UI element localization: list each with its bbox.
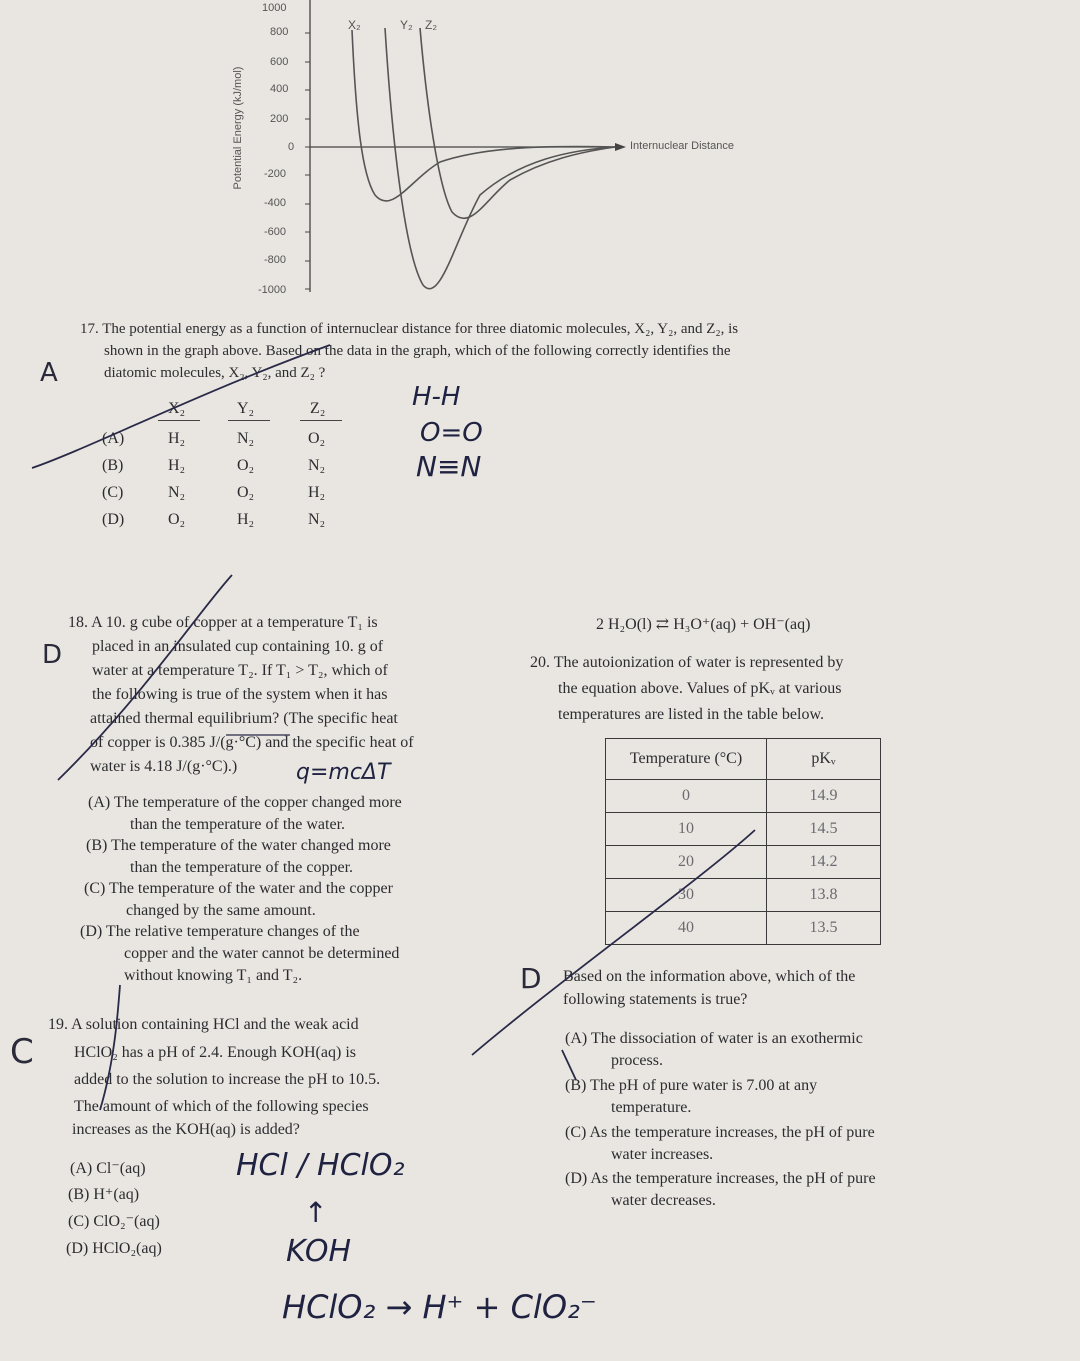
q18-line1: 18. A 10. g cube of copper at a temperature T₁ is bbox=[68, 614, 378, 631]
q17-choice-b[interactable]: (B) H₂ O₂ N₂ bbox=[102, 457, 326, 474]
q20-line2: the equation above. Values of pKᵥ at various bbox=[558, 680, 842, 697]
q17-line3: diatomic molecules, X₂, Y₂, and Z₂ ? bbox=[104, 365, 326, 381]
y-tick-800: 800 bbox=[270, 26, 289, 38]
q17-note-o-o: O=O bbox=[420, 418, 483, 448]
q19-note-acids: HCl / HClO₂ bbox=[236, 1148, 405, 1183]
q20-choice-c[interactable]: (C) As the temperature increases, the pH of pure water increases. bbox=[565, 1124, 875, 1163]
q17-choice-a[interactable]: (A) H₂ N₂ O₂ bbox=[102, 430, 326, 447]
q17-note-n-n: N≡N bbox=[416, 450, 482, 483]
q18-line4: the following is true of the system when it has bbox=[92, 686, 388, 703]
q19-note-koh: KOH bbox=[286, 1234, 352, 1269]
q17-choice-d[interactable]: (D) O₂ H₂ N₂ bbox=[102, 511, 326, 528]
table-cell-temp: 40 bbox=[606, 912, 767, 945]
table-header-pkw: pKᵥ bbox=[767, 739, 881, 780]
table-cell-pk: 14.9 bbox=[767, 780, 881, 813]
y-tick-0: 0 bbox=[288, 141, 295, 153]
y-tick-1000: 1000 bbox=[262, 2, 287, 14]
q17-header-y: Y₂ bbox=[237, 400, 255, 417]
y-tick-400: 400 bbox=[270, 83, 289, 95]
table-cell-temp: 10 bbox=[606, 813, 767, 846]
q19-note-arrow: ↑ bbox=[304, 1196, 328, 1229]
q19-choice-c[interactable]: (C) ClO₂⁻(aq) bbox=[68, 1213, 160, 1230]
table-cell-temp: 0 bbox=[606, 780, 767, 813]
q18-line6: of copper is 0.385 J/(g·°C) and the specific heat of bbox=[90, 734, 414, 751]
table-cell-pk: 14.5 bbox=[767, 813, 881, 846]
table-cell-temp: 30 bbox=[606, 879, 767, 912]
x-axis-label: Internuclear Distance bbox=[630, 140, 734, 152]
y-tick-neg400: -400 bbox=[264, 197, 287, 209]
q19-line3: added to the solution to increase the pH to 10.5. bbox=[74, 1071, 381, 1088]
q19-note-dissociation: HClO₂ → H⁺ + ClO₂⁻ bbox=[282, 1288, 597, 1326]
q17-choice-c[interactable]: (C) N₂ O₂ H₂ bbox=[102, 484, 326, 501]
q20-choice-a[interactable]: (A) The dissociation of water is an exothermic process. bbox=[565, 1030, 863, 1069]
q18-slash-mark bbox=[58, 575, 232, 780]
q17-header-x: X₂ bbox=[168, 400, 186, 417]
q20-b-check bbox=[562, 1050, 576, 1080]
y-tick-neg1000: -1000 bbox=[258, 284, 287, 296]
q17-note-h-h: H-H bbox=[412, 382, 461, 412]
q19-line1: 19. A solution containing HCl and the weak acid bbox=[48, 1016, 359, 1033]
q17-slash-mark bbox=[32, 345, 330, 468]
y-tick-neg600: -600 bbox=[264, 226, 287, 238]
q20-after-line1: Based on the information above, which of the bbox=[563, 968, 856, 985]
q18-line2: placed in an insulated cup containing 10. g of bbox=[92, 638, 384, 655]
q17-text1: The potential energy as a function of internuclear distance for three diatomic molecules, X₂, Y₂, and Z₂, is bbox=[102, 321, 739, 337]
q20-equation: 2 H₂O(l) ⇄ H₃O⁺(aq) + OH⁻(aq) bbox=[596, 616, 811, 633]
q19-line4: The amount of which of the following species bbox=[74, 1098, 369, 1115]
curve-label-z2: Z₂ bbox=[425, 18, 437, 32]
q19-line5: increases as the KOH(aq) is added? bbox=[72, 1121, 300, 1138]
table-header-temperature: Temperature (°C) bbox=[606, 739, 767, 780]
q18-choice-d[interactable]: (D) The relative temperature changes of the copper and the water cannot be determined without knowing T₁ and T₂. bbox=[80, 923, 400, 984]
q18-grade-mark: D bbox=[42, 640, 63, 670]
q20-line3: temperatures are listed in the table below. bbox=[558, 706, 824, 723]
q20-grade-mark: D bbox=[520, 962, 542, 995]
q17-number: 17. bbox=[80, 321, 99, 337]
q18-note-formula: q=mcΔT bbox=[296, 760, 391, 785]
q19-choice-a[interactable]: (A) Cl⁻(aq) bbox=[70, 1160, 146, 1177]
q18-line7: water is 4.18 J/(g·°C).) bbox=[90, 758, 238, 775]
y-tick-neg800: -800 bbox=[264, 254, 287, 266]
y-tick-200: 200 bbox=[270, 113, 289, 125]
q19-choice-d[interactable]: (D) HClO₂(aq) bbox=[66, 1240, 162, 1257]
q19-line2: HClO₂ has a pH of 2.4. Enough KOH(aq) is bbox=[74, 1044, 356, 1061]
q18-line3: water at a temperature T₂. If T₁ > T₂, which of bbox=[92, 662, 388, 679]
y-tick-600: 600 bbox=[270, 56, 289, 68]
q17-header-z: Z₂ bbox=[310, 400, 326, 417]
q18-choice-c[interactable]: (C) The temperature of the water and the copper changed by the same amount. bbox=[84, 880, 393, 919]
q17-grade-mark: A bbox=[40, 358, 58, 388]
table-cell-pk: 13.8 bbox=[767, 879, 881, 912]
q19-choice-b[interactable]: (B) H⁺(aq) bbox=[68, 1186, 140, 1203]
q20-after-line2: following statements is true? bbox=[563, 991, 748, 1008]
y-axis-label: Potential Energy (kJ/mol) bbox=[232, 66, 244, 190]
q18-choice-a[interactable]: (A) The temperature of the copper changed more than the temperature of the water. bbox=[88, 794, 402, 833]
q19-slash-mark bbox=[100, 985, 120, 1110]
table-cell-pk: 14.2 bbox=[767, 846, 881, 879]
q18-line5: attained thermal equilibrium? (The specific heat bbox=[90, 710, 398, 727]
curve-label-x2: X₂ bbox=[348, 18, 361, 32]
curve-label-y2: Y₂ bbox=[400, 18, 413, 32]
q20-line1: 20. The autoionization of water is represented by bbox=[530, 654, 844, 671]
q20-slash-mark bbox=[472, 830, 755, 1055]
q17-line2: shown in the graph above. Based on the data in the graph, which of the following correctly identifies the bbox=[104, 343, 731, 359]
table-cell-temp: 20 bbox=[606, 846, 767, 879]
y-tick-neg200: -200 bbox=[264, 168, 287, 180]
table-cell-pk: 13.5 bbox=[767, 912, 881, 945]
q19-grade-mark: C bbox=[10, 1032, 34, 1072]
q18-choice-b[interactable]: (B) The temperature of the water changed more than the temperature of the copper. bbox=[86, 837, 391, 876]
q20-choice-b[interactable]: (B) The pH of pure water is 7.00 at any temperature. bbox=[565, 1077, 818, 1116]
q20-choice-d[interactable]: (D) As the temperature increases, the pH of pure water decreases. bbox=[565, 1170, 876, 1209]
